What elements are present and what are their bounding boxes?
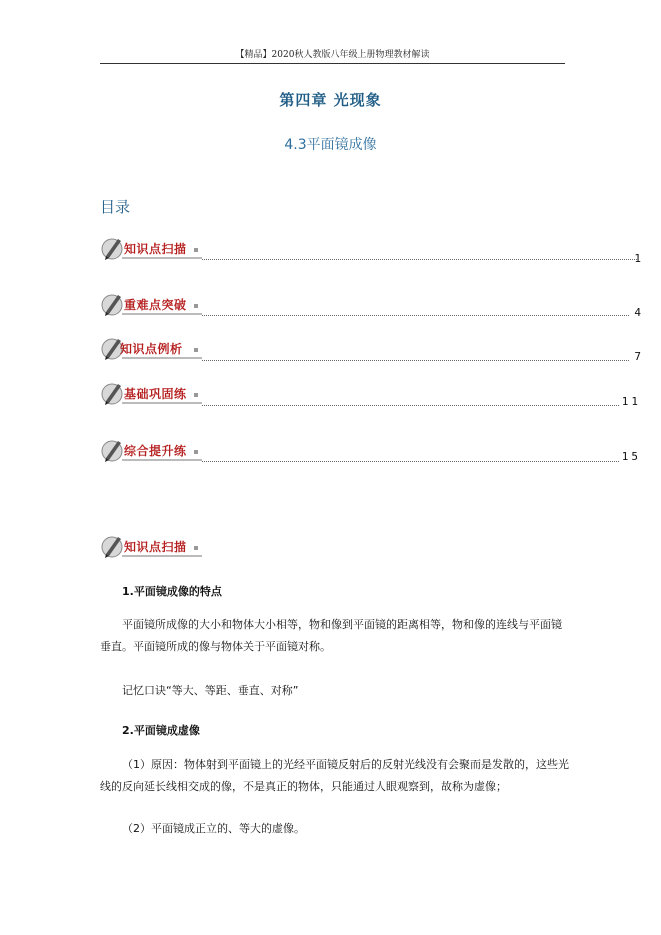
badge-underline: [122, 402, 202, 404]
toc-page-number: 4: [634, 306, 641, 319]
badge-underline: [122, 257, 202, 259]
toc-page-number: 15: [621, 450, 641, 463]
section-title: 4.3平面镜成像: [284, 137, 377, 153]
badge-underline: [122, 555, 202, 557]
toc-page-number: 11: [621, 395, 641, 408]
toc-badge: [100, 334, 204, 362]
badge-square: [194, 348, 198, 352]
badge-square: [194, 546, 198, 550]
toc-item-label: 知识点例析: [120, 342, 183, 356]
toc-item-advanced-practice[interactable]: [100, 436, 641, 464]
badge-square: [194, 248, 198, 252]
heading-mirror-features: 1.平面镜成像的特点: [122, 585, 222, 598]
toc-item-basic-practice[interactable]: [100, 379, 641, 407]
paragraph-upright-image: （2）平面镜成正立的、等大的虚像。: [122, 822, 305, 835]
heading-virtual-image: 2.平面镜成虚像: [122, 724, 200, 737]
toc-item-label: 基础巩固练: [124, 387, 187, 401]
toc-badge: [100, 290, 204, 318]
toc-item-knowledge-scan[interactable]: [100, 234, 641, 265]
header-rule: [100, 63, 565, 64]
toc-page-number: 7: [634, 350, 641, 363]
toc-item-label: 综合提升练: [124, 444, 187, 458]
toc-item-key-points[interactable]: [100, 290, 641, 318]
toc-heading: 目录: [100, 198, 131, 216]
toc-leader: [202, 315, 629, 316]
paragraph-mnemonic: 记忆口诀“等大、等距、垂直、对称”: [122, 684, 299, 697]
toc-leader: [202, 405, 619, 406]
toc-page-number: 1: [634, 252, 641, 265]
badge-square: [194, 304, 198, 308]
toc-item-label: 知识点扫描: [124, 242, 187, 256]
toc-badge: [100, 234, 204, 262]
toc-badge: [100, 436, 204, 464]
toc-badge: [100, 379, 204, 407]
section-badge: [100, 532, 204, 560]
chapter-title: 第四章 光现象: [279, 91, 382, 109]
running-header: 【精品】2020秋人教版八年级上册物理教材解读: [235, 50, 430, 60]
badge-underline: [122, 459, 202, 461]
paragraph-reason: （1）原因：物体射到平面镜上的光经平面镜反射后的反射光线没有会聚而是发散的，这些光线的反向延长线相交成的像，不是真正的物体，只能通过人眼观察到，故称为虚像；: [100, 758, 569, 793]
toc-leader: [202, 259, 637, 260]
badge-square: [194, 393, 198, 397]
toc-leader: [202, 461, 619, 462]
paragraph-features: 平面镜所成像的大小和物体大小相等，物和像到平面镜的距离相等，物和像的连线与平面镜垂直。平面镜所成的像与物体关于平面镜对称。: [100, 618, 562, 653]
badge-square: [194, 450, 198, 454]
section-badge-label: 知识点扫描: [124, 540, 187, 554]
toc-leader: [202, 360, 629, 361]
toc-item-label: 重难点突破: [124, 298, 187, 312]
toc-item-examples[interactable]: [100, 334, 641, 362]
badge-underline: [122, 313, 202, 315]
badge-underline: [122, 357, 202, 359]
